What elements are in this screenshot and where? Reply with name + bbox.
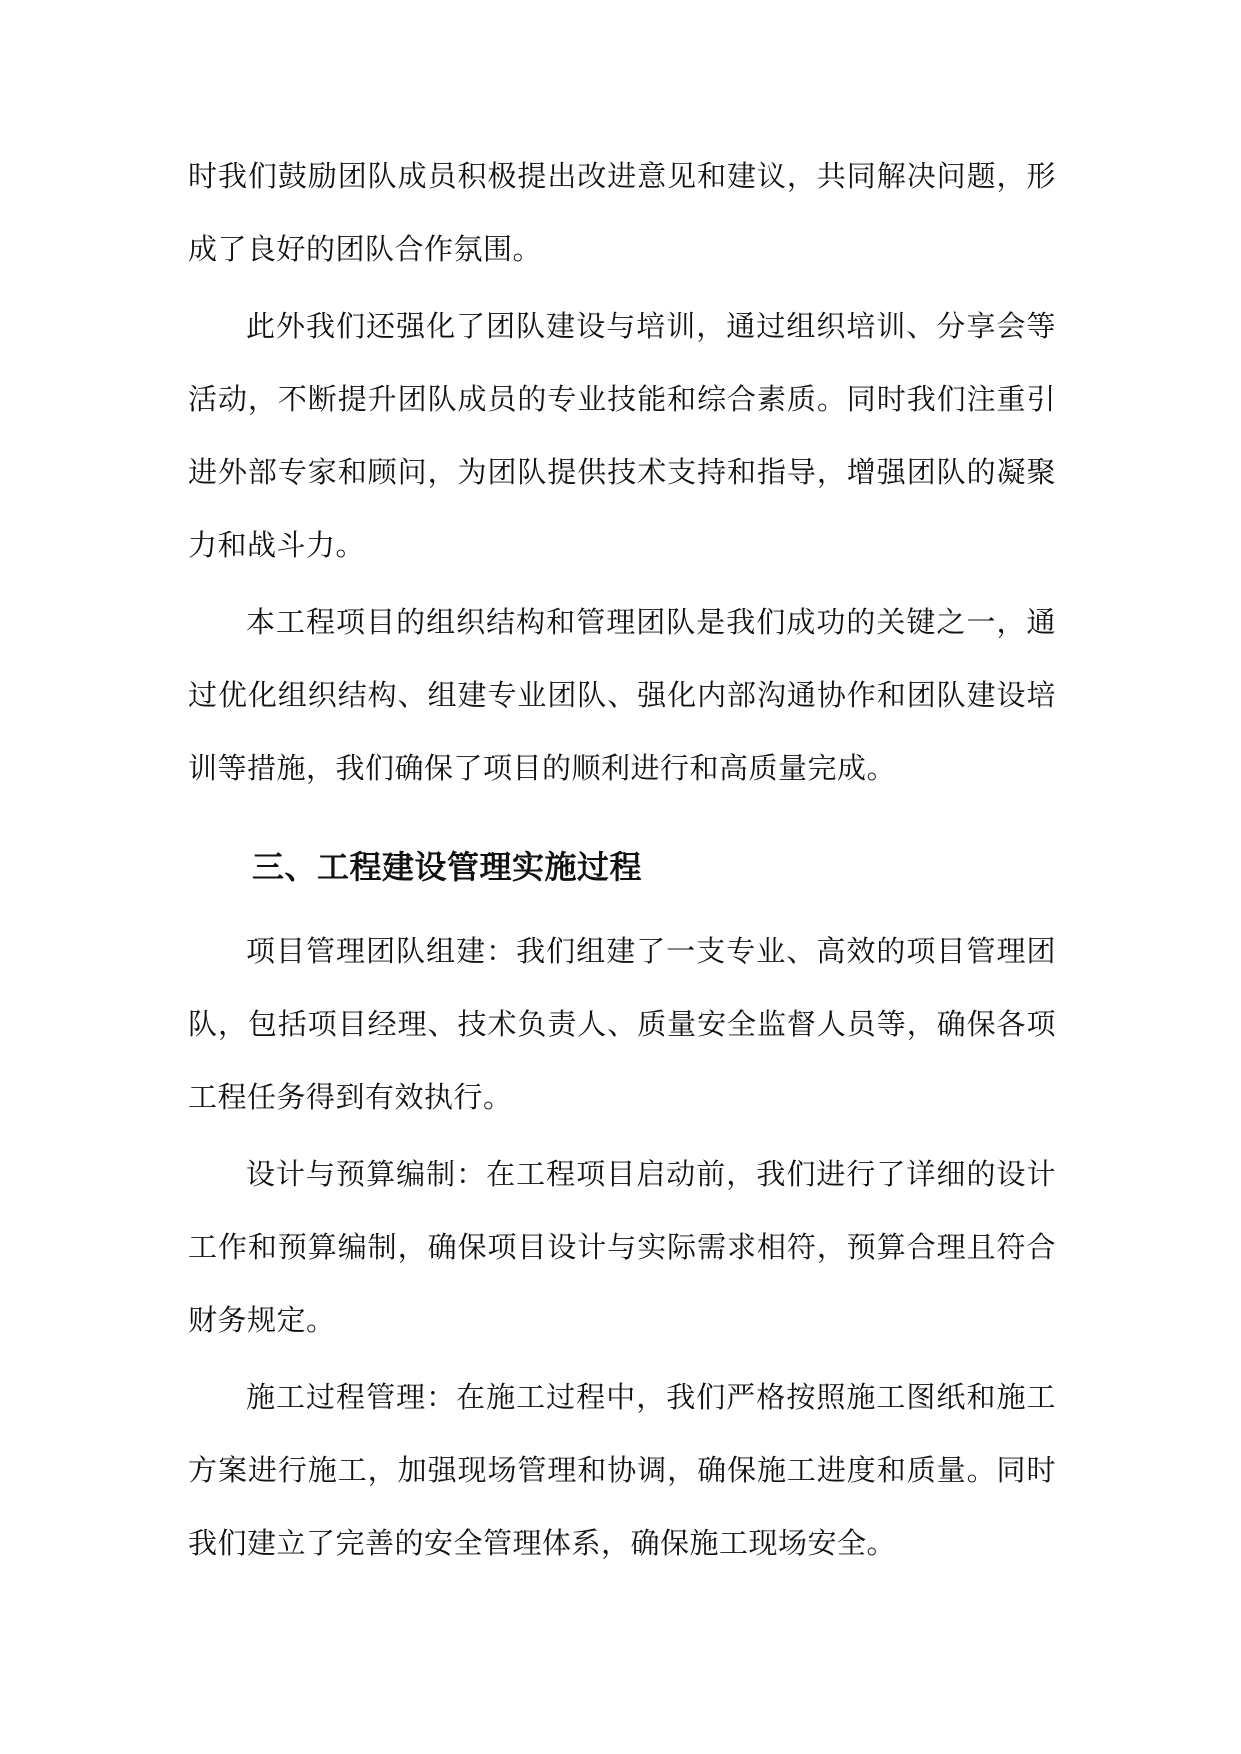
paragraph-team-setup: 项目管理团队组建：我们组建了一支专业、高效的项目管理团队，包括项目经理、技术负责人、质量安全监督人员等，确保各项工程任务得到有效执行。 bbox=[188, 934, 1056, 1114]
paragraph-construction-management: 施工过程管理：在施工过程中，我们严格按照施工图纸和施工方案进行施工，加强现场管理和协调，确保施工进度和质量。同时我们建立了完善的安全管理体系，确保施工现场安全。 bbox=[188, 1380, 1056, 1560]
paragraph-team-training: 此外我们还强化了团队建设与培训，通过组织培训、分享会等活动，不断提升团队成员的专业技能和综合素质。同时我们注重引进外部专家和顾问，为团队提供技术支持和指导，增强团队的凝聚力和战斗力。 bbox=[188, 309, 1056, 562]
paragraph-organization-summary: 本工程项目的组织结构和管理团队是我们成功的关键之一，通过优化组织结构、组建专业团队、强化内部沟通协作和团队建设培训等措施，我们确保了项目的顺利进行和高质量完成。 bbox=[188, 605, 1056, 785]
document-body bbox=[188, 140, 1056, 1584]
section-heading: 三、工程建设管理实施过程 bbox=[252, 848, 643, 886]
paragraph-design-budget: 设计与预算编制：在工程项目启动前，我们进行了详细的设计工作和预算编制，确保项目设计与实际需求相符，预算合理且符合财务规定。 bbox=[188, 1157, 1056, 1337]
paragraph-team-cooperation: 时我们鼓励团队成员积极提出改进意见和建议，共同解决问题，形成了良好的团队合作氛围。 bbox=[188, 159, 1056, 266]
